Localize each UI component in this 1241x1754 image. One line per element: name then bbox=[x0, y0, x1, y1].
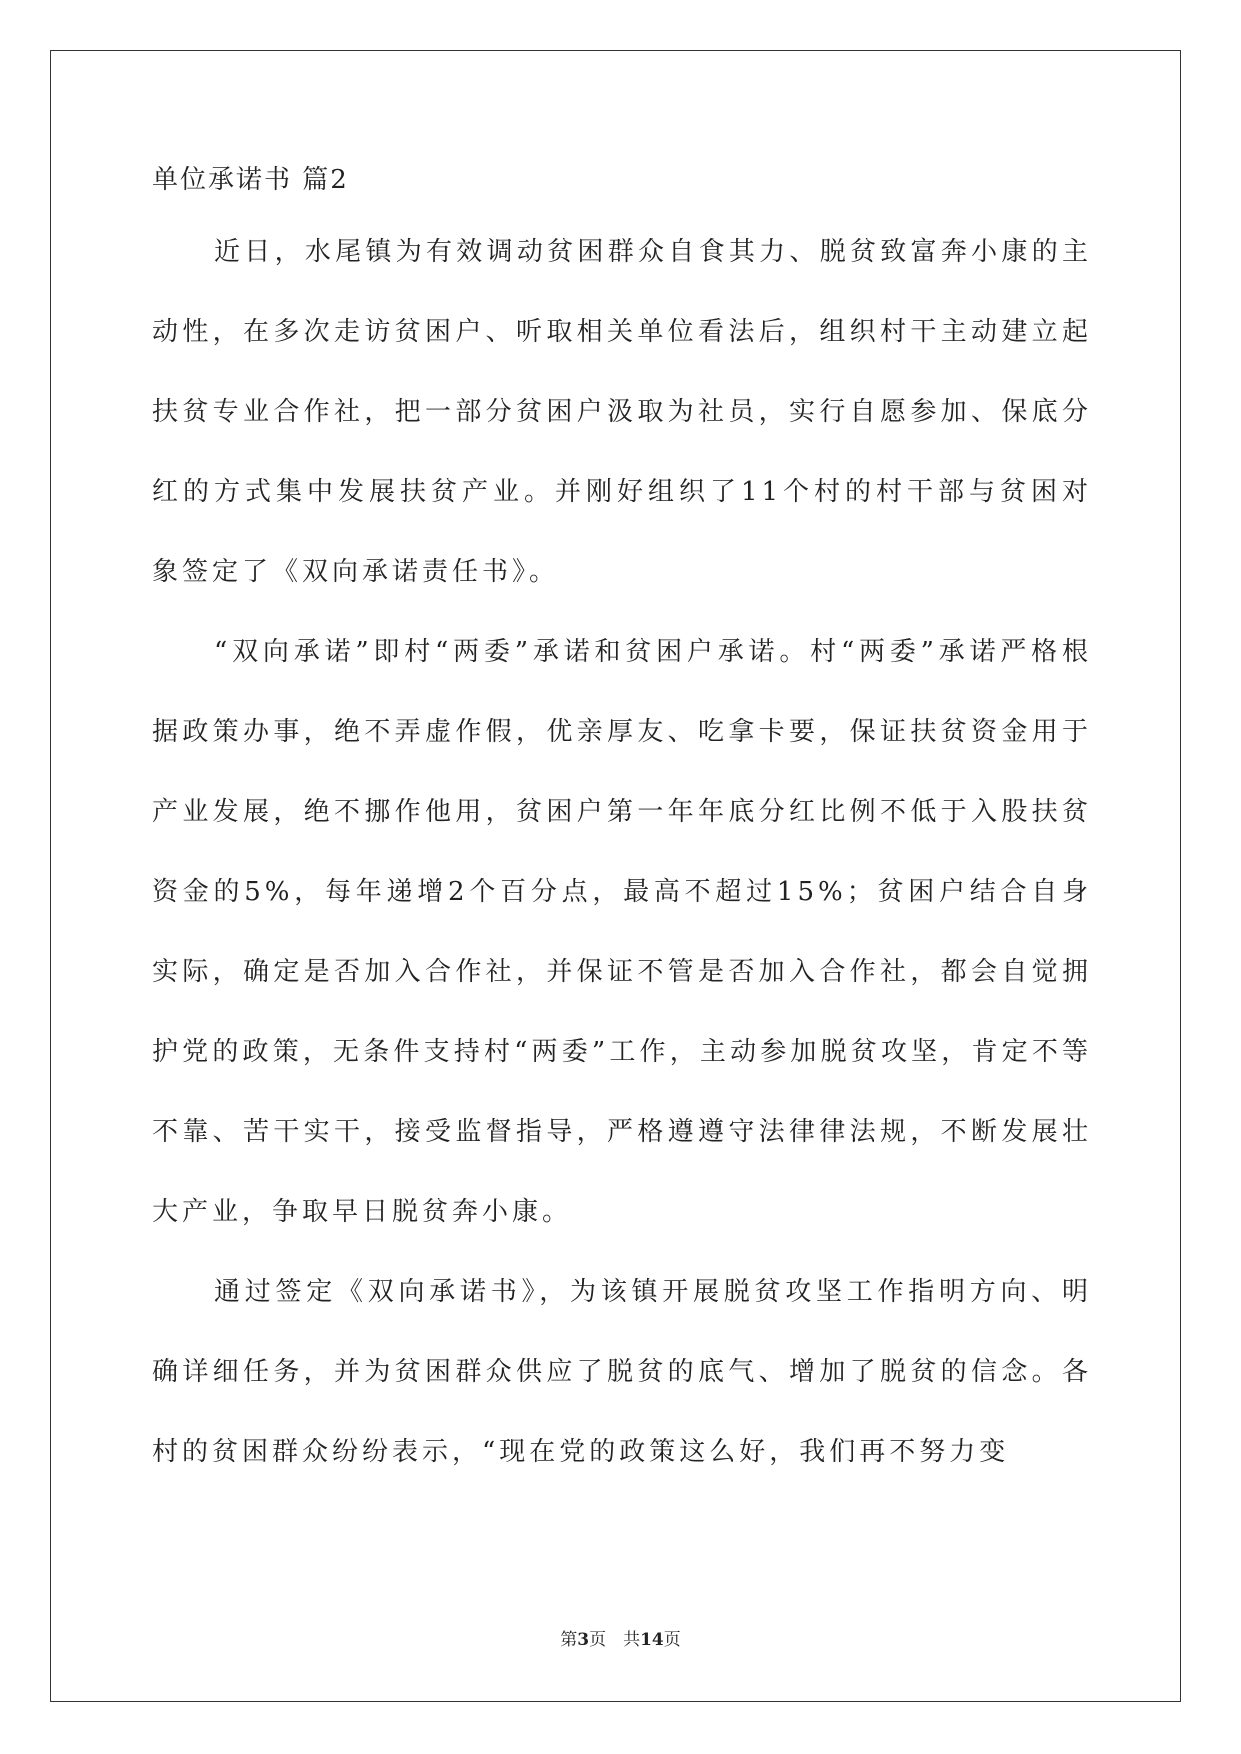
paragraph-1: 近日，水尾镇为有效调动贫困群众自食其力、脱贫致富奔小康的主动性，在多次走访贫困户、听取相关单位看法后，组织村干主动建立起扶贫专业合作社，把一部分贫困户汲取为社员，实行自愿参加、保底分红的方式集中发展扶贫产业。并刚好组织了11个村的村干部与贫困对象签定了《双向承诺责任书》。 bbox=[152, 237, 1092, 587]
footer-page-prefix: 第 bbox=[560, 1630, 578, 1650]
document-title: 单位承诺书 篇2 bbox=[152, 165, 349, 195]
paragraph-2: “双向承诺”即村“两委”承诺和贫困户承诺。村“两委”承诺严格根据政策办事，绝不弄虚作假，优亲厚友、吃拿卡要，保证扶贫资金用于产业发展，绝不挪作他用，贫困户第一年年底分红比例不低于入股扶贫资金的5%，每年递增2个百分点，最高不超过15%；贫困户结合自身实际，确定是否加入合作社，并保证不管是否加入合作社，都会自觉拥护党的政策，无条件支持村“两委”工作，主动参加脱贫攻坚，肯定不等不靠、苦干实干，接受监督指导，严格遵遵守法律律法规，不断发展壮大产业，争取早日脱贫奔小康。 bbox=[152, 637, 1092, 1227]
page-footer bbox=[0, 1628, 1241, 1652]
footer-page-mid: 页 共 bbox=[589, 1630, 641, 1650]
footer-page-suffix: 页 bbox=[663, 1630, 681, 1650]
paragraph-3: 通过签定《双向承诺书》，为该镇开展脱贫攻坚工作指明方向、明确详细任务，并为贫困群众供应了脱贫的底气、增加了脱贫的信念。各村的贫困群众纷纷表示，“现在党的政策这么好，我们再不努力变 bbox=[152, 1277, 1092, 1467]
document-body bbox=[152, 160, 1092, 1492]
footer-page-total: 14 bbox=[640, 1630, 664, 1650]
footer-page-current: 3 bbox=[577, 1630, 590, 1650]
